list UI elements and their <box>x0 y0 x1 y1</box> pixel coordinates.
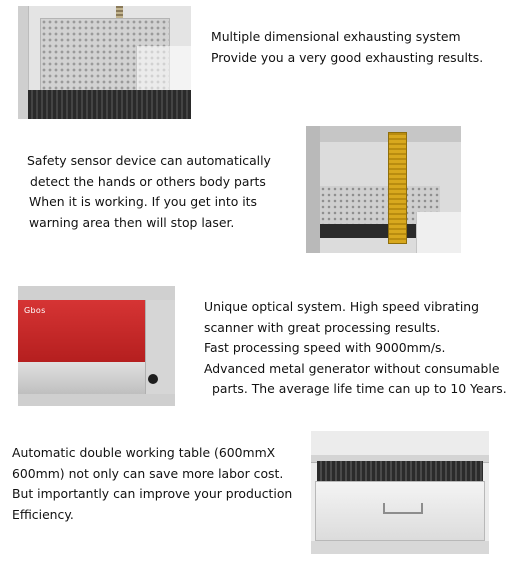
frame-post <box>306 126 320 253</box>
text-line: Fast processing speed with 9000mm/s. <box>204 340 446 355</box>
gantry-top <box>18 286 175 301</box>
optical-system-description <box>204 297 507 400</box>
text-line: When it is working. If you get into its <box>29 194 257 209</box>
optical-system-photo <box>18 286 175 406</box>
text-line: detect the hands or others body parts <box>30 173 266 189</box>
machine-base <box>311 541 489 554</box>
text-line: Provide you a very good exhausting results. <box>211 49 484 65</box>
text-line: 600mm) not only can save more labor cost. <box>12 465 284 481</box>
text-line: But importantly can improve your production <box>12 486 293 501</box>
text-line: Multiple dimensional exhausting system <box>211 29 461 44</box>
brand-logo: Gbos <box>24 306 46 315</box>
safety-sensor-photo <box>306 126 461 253</box>
safety-sensor-description <box>27 151 271 233</box>
red-laser-head-cover <box>18 300 145 362</box>
text-line: warning area then will stop laser. <box>29 214 235 230</box>
text-line: Advanced metal generator without consumable <box>204 360 500 376</box>
exhaust-system-photo <box>18 6 191 119</box>
drawer-handle <box>383 503 423 514</box>
safety-light-curtain <box>388 132 407 244</box>
text-line: Safety sensor device can automatically <box>27 153 271 168</box>
exhaust-description <box>211 27 483 68</box>
honeycomb-table <box>317 461 483 481</box>
side-housing <box>416 212 461 253</box>
working-table-description <box>12 443 292 525</box>
adjustment-knob <box>148 374 158 384</box>
text-line: Unique optical system. High speed vibrating <box>204 299 479 314</box>
machine-frame <box>306 126 461 142</box>
silver-housing <box>18 362 154 394</box>
double-working-table-photo <box>311 431 489 554</box>
honeycomb-bed <box>28 90 191 119</box>
text-line: parts. The average life time can up to 10 Years. <box>212 381 507 396</box>
text-line: scanner with great processing results. <box>204 319 441 335</box>
text-line: Automatic double working table (600mmX <box>12 445 276 460</box>
text-line: Efficiency. <box>12 506 74 522</box>
head-base <box>18 394 175 406</box>
